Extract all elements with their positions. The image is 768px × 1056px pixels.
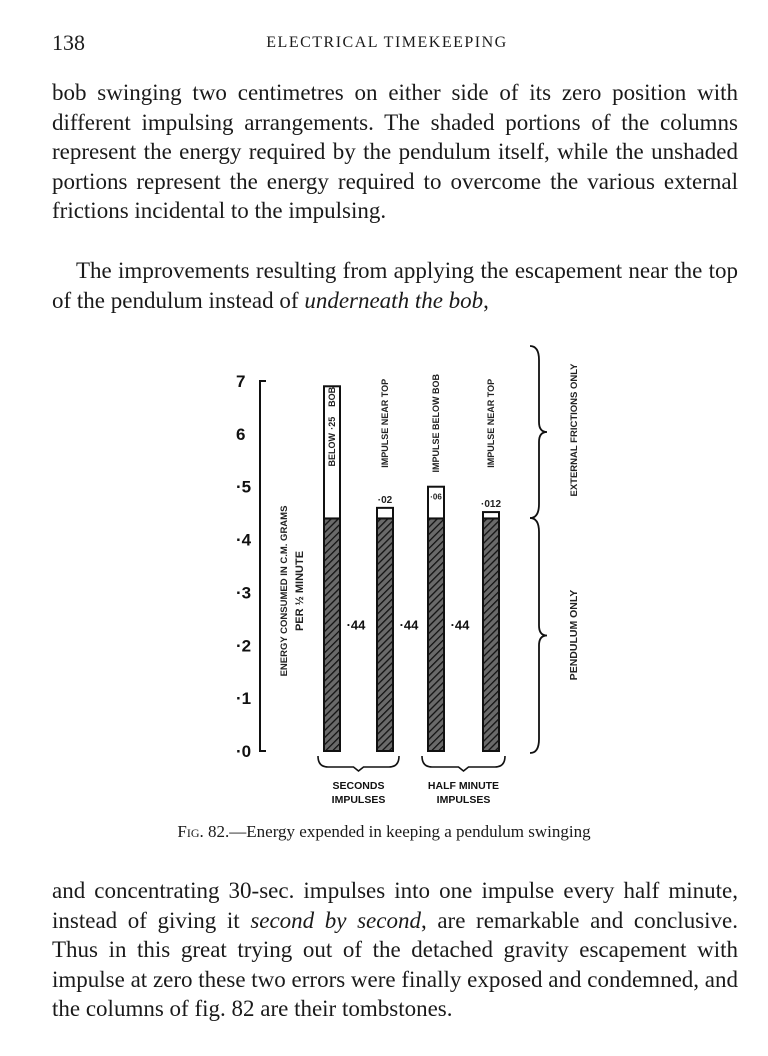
bar-pendulum-segment <box>428 518 444 751</box>
y-axis-line <box>260 381 266 751</box>
running-title: ELECTRICAL TIMEKEEPING <box>266 34 508 51</box>
bar-label: BELOW <box>327 432 337 467</box>
bar-pendulum-segment <box>324 518 340 751</box>
bar-label: IMPULSE NEAR TOP <box>380 378 390 468</box>
paragraph-1: bob swinging two centimetres on either side of its zero position with different impulsing arrangements. The shaded portions of the columns represent the energy required by the pendulum itself, while the unshaded portions represent the energy required to overcome the various external frictions incidental to the impulsing. <box>52 80 738 223</box>
y-tick-label: ·0 <box>236 742 252 761</box>
right-braces <box>530 346 547 753</box>
bar-pendulum-segment <box>483 518 499 751</box>
paragraph-2 <box>52 256 738 315</box>
group-bracket <box>422 756 505 771</box>
page-header <box>52 30 722 60</box>
y-tick-label: 7 <box>236 372 246 391</box>
bar-label: IMPULSE BELOW BOB <box>431 374 441 473</box>
bar-data-label: ·25 <box>327 416 337 430</box>
paragraph-3-emphasis: second by second <box>250 907 421 933</box>
page-number: 138 <box>52 30 85 55</box>
curly-brace <box>530 518 547 753</box>
y-axis-label-2: PER ½ MINUTE <box>294 550 306 632</box>
curly-brace <box>530 346 547 518</box>
bar-data-label: ·02 <box>377 494 393 506</box>
paragraph-3-end: , are remarkable and conclusive. Thus in this great trying out of the detached gravity escapement with impulse at zero these two errors were finally exposed and condemned, and the columns of fig. 82 are their tombstones. <box>52 907 738 1021</box>
paragraph-3-text: and concentrating 30-sec. impulses into one impulse every half minute, instead of giving it <box>52 878 738 933</box>
bar-value-label: ·44 <box>346 617 366 633</box>
bar-friction-segment <box>377 508 393 519</box>
bar-pendulum-segment <box>377 518 393 751</box>
caption-text: —Energy expended in keeping a pendulum swinging <box>229 822 591 841</box>
bar-data-label: ·06 <box>430 492 442 502</box>
bar-value-label: ·44 <box>399 617 419 633</box>
group-label-line2: IMPULSES <box>436 794 491 806</box>
figure-82 <box>200 338 600 818</box>
y-tick-label: 6 <box>236 424 246 444</box>
paragraph-2-text: The improvements resulting from applying the escapement near the top of the pendulum instead of <box>52 258 738 313</box>
y-tick-label: ·5 <box>236 477 252 497</box>
y-axis <box>236 372 266 761</box>
y-axis-label-1: ENERGY CONSUMED IN C.M. GRAMS <box>279 505 290 677</box>
group-brackets <box>318 756 505 806</box>
paragraph-3 <box>52 876 738 1024</box>
y-tick-label: ·2 <box>236 636 252 656</box>
bar-label: IMPULSE NEAR TOP <box>486 378 496 468</box>
group-label-line1: HALF MINUTE <box>427 780 500 792</box>
group-label-line2: IMPULSES <box>331 794 386 806</box>
y-tick-label: ·3 <box>236 583 252 603</box>
energy-chart <box>200 338 600 813</box>
bar-value-label: ·44 <box>450 617 470 633</box>
brace-label-bottom: PENDULUM ONLY <box>568 589 580 681</box>
y-tick-label: ·1 <box>236 689 252 709</box>
y-tick-label: ·4 <box>236 530 252 550</box>
bar-friction-segment <box>428 487 444 519</box>
bar-data-label: ·012 <box>480 499 502 511</box>
caption-label: Fig. 82. <box>177 822 230 841</box>
group-label-line1: SECONDS <box>332 780 385 792</box>
paragraph-2-emphasis: underneath the bob <box>304 287 484 313</box>
brace-label-top: EXTERNAL FRICTIONS ONLY <box>569 363 580 497</box>
figure-caption <box>0 822 768 842</box>
paragraph-2-end: , <box>483 287 489 313</box>
bars <box>324 374 501 751</box>
bar-friction-segment <box>483 512 499 518</box>
group-bracket <box>318 756 399 771</box>
bar-label: BOB <box>327 386 337 407</box>
